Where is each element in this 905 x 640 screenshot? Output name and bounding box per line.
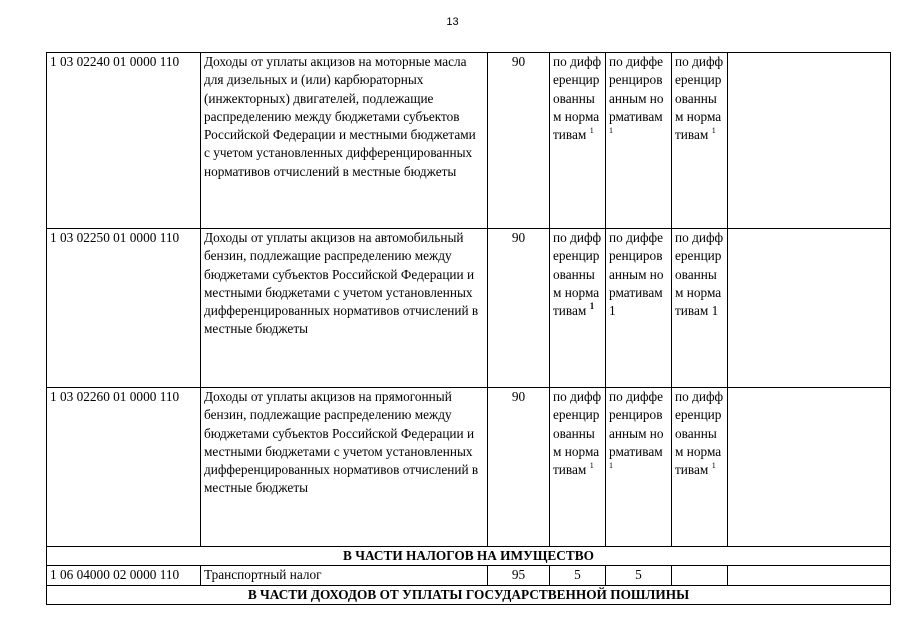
kbk-code: 1 06 04000 02 0000 110 [47,566,201,585]
norm-cell: по дифференцированным нормативам $^1$ [550,229,606,388]
norm-cell: по дифференцированным нормативам $^1$ [672,53,728,229]
norm-cell: по дифференцированным нормативам $^1$ [606,53,672,229]
revenue-name: Транспортный налог [201,566,488,585]
kbk-code: 1 03 02260 01 0000 110 [47,388,201,547]
percent-value: 90 [488,388,550,547]
revenue-name: Доходы от уплаты акцизов на прямогонный бензин, подлежащие распределению между бюджетами субъектов Российской Федерации и местными бюджетами с учетом установленных дифференцированных нормативов отчислений в местные бюджеты [201,388,488,547]
section-heading: В ЧАСТИ ДОХОДОВ ОТ УПЛАТЫ ГОСУДАРСТВЕННОЙ ПОШЛИНЫ [47,585,891,604]
empty-cell [728,566,891,585]
kbk-code: 1 03 02250 01 0000 110 [47,229,201,388]
norm-cell: 5 [550,566,606,585]
empty-cell [672,566,728,585]
empty-cell [728,53,891,229]
norm-cell: по дифференцированным нормативам 1 [672,229,728,388]
table-row [47,53,891,229]
section-header-row [47,585,891,604]
norm-cell: 5 [606,566,672,585]
percent-value: 90 [488,229,550,388]
empty-cell [728,229,891,388]
table-row [47,566,891,585]
table-row [47,388,891,547]
norm-cell: по дифференцированным нормативам $^1$ [606,388,672,547]
empty-cell [728,388,891,547]
norm-cell: по дифференцированным нормативам $^1$ [672,388,728,547]
page-number: 13 [446,16,459,28]
table-row [47,229,891,388]
norm-cell: по дифференцированным нормативам $^1$ [550,53,606,229]
revenue-name: Доходы от уплаты акцизов на моторные масла для дизельных и (или) карбюраторных (инжекторных) двигателей, подлежащие распределению между бюджетами субъектов Российской Федерации и местными бюджетами с учетом установленных дифференцированных нормативов отчислений в местные бюджеты [201,53,488,229]
section-header-row [47,547,891,566]
revenue-name: Доходы от уплаты акцизов на автомобильный бензин, подлежащие распределению между бюджетами субъектов Российской Федерации и местными бюджетами с учетом установленных дифференцированных нормативов отчислений в местные бюджеты [201,229,488,388]
revenue-table [46,52,891,605]
norm-cell: по дифференцированным нормативам 1 [606,229,672,388]
percent-value: 90 [488,53,550,229]
kbk-code: 1 03 02240 01 0000 110 [47,53,201,229]
section-heading: В ЧАСТИ НАЛОГОВ НА ИМУЩЕСТВО [47,547,891,566]
percent-value: 95 [488,566,550,585]
norm-cell: по дифференцированным нормативам $^1$ [550,388,606,547]
